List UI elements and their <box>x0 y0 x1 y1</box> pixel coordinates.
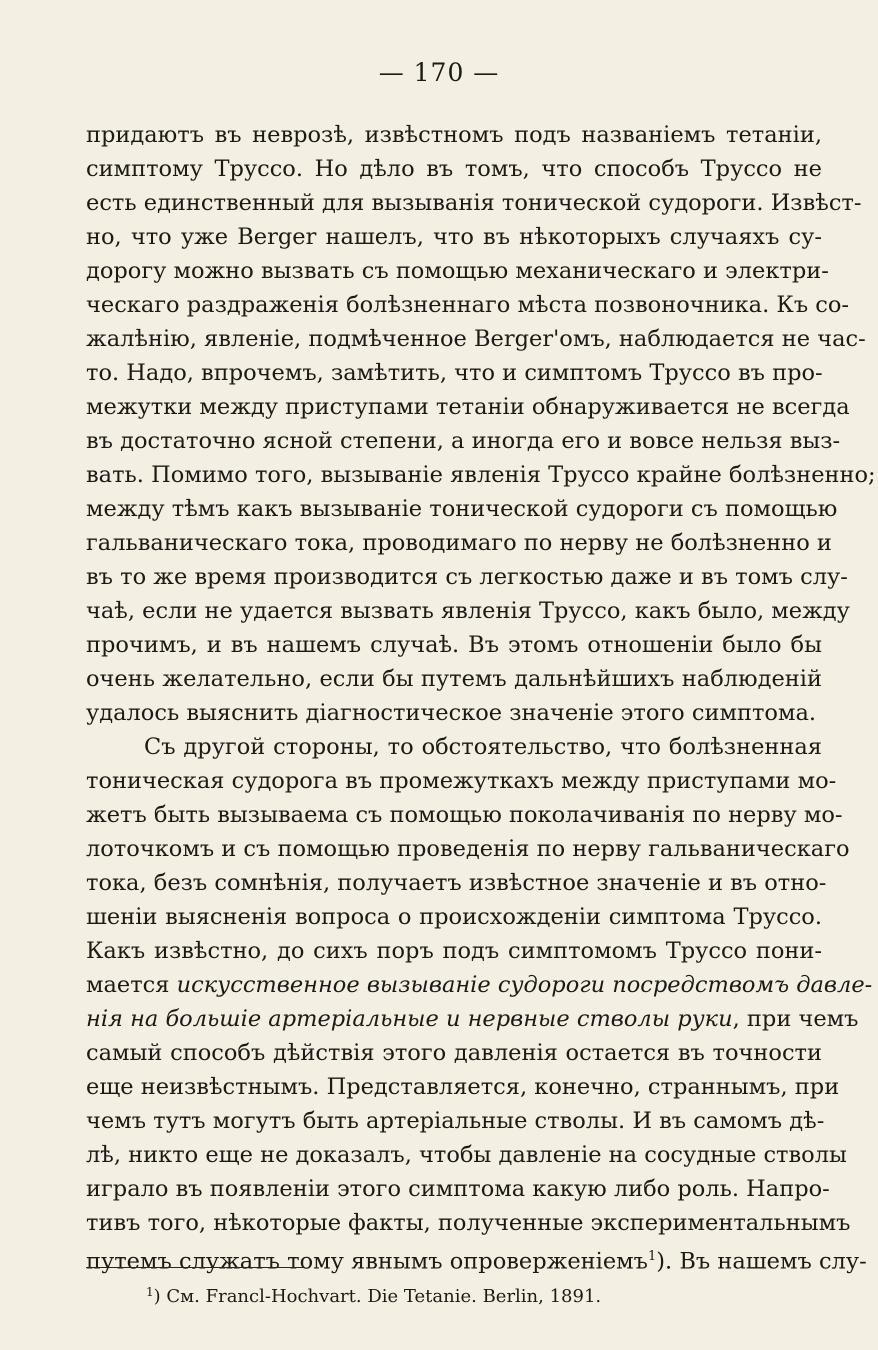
text-line: гальваническаго тока, проводимаго по нерву не болѣзненно и <box>86 530 832 556</box>
text-line: жалѣнію, явленіе, подмѣченное Berger'омъ, наблюдается не час- <box>86 326 866 352</box>
footnote-text: ) См. Francl-Hochvart. Die Tetanie. Berlin, 1891. <box>153 1286 602 1307</box>
text-line: тивъ того, нѣкоторые факты, полученные экспериментальнымъ <box>86 1210 851 1236</box>
text-line <box>86 968 873 1002</box>
text-line: въ то же время производится съ легкостью даже и въ томъ слу- <box>86 564 848 590</box>
text-segment: , при чемъ <box>732 1006 859 1032</box>
italic-text-segment: искусственное вызываніе судороги посредствомъ давле- <box>176 972 873 998</box>
text-line: лѣ, никто еще не доказалъ, чтобы давленіе на сосудные стволы <box>86 1142 847 1168</box>
text-segment: путемъ служатъ тому явнымъ опроверженіемъ <box>86 1248 648 1275</box>
footnote <box>146 1278 601 1311</box>
text-line: дорогу можно вызвать съ помощью механическаго и электри- <box>86 258 829 284</box>
text-line: но, что уже Berger нашелъ, что въ нѣкоторыхъ случаяхъ су- <box>86 224 822 250</box>
text-line: удалось выяснить діагностическое значеніе этого симптома. <box>86 700 817 726</box>
text-line: прочимъ, и въ нашемъ случаѣ. Въ этомъ отношеніи было бы <box>86 632 822 658</box>
page-number: — 170 — <box>378 58 500 87</box>
paragraph-2 <box>86 730 873 1275</box>
text-segment: ). Въ нашемъ слу- <box>656 1248 867 1275</box>
text-line: еще неизвѣстнымъ. Представляется, конечно, страннымъ, при <box>86 1074 840 1100</box>
body-text <box>86 118 876 1275</box>
text-line: есть единственный для вызыванія тонической судороги. Извѣст- <box>86 190 862 216</box>
text-line: жетъ быть вызываема съ помощью поколачиванія по нерву мо- <box>86 802 843 828</box>
text-line: шеніи выясненія вопроса о происхожденіи симптома Труссо. <box>86 904 822 930</box>
text-line: вать. Помимо того, вызываніе явленія Труссо крайне болѣзненно; <box>86 462 876 488</box>
paragraph-1 <box>86 118 876 730</box>
text-line: между тѣмъ какъ вызываніе тонической судороги съ помощью <box>86 496 838 522</box>
italic-text-segment: нія на большіе артеріальные и нервные стволы руки <box>86 1006 733 1032</box>
text-line: чемъ тутъ могутъ быть артеріальные стволы. И въ самомъ дѣ- <box>86 1108 825 1134</box>
text-line: межутки между приступами тетаніи обнаруживается не всегда <box>86 394 850 420</box>
text-line: чаѣ, если не удается вызвать явленія Труссо, какъ было, между <box>86 598 850 624</box>
text-line: въ достаточно ясной степени, а иногда его и вовсе нельзя выз- <box>86 428 841 454</box>
footnote-divider <box>86 1267 304 1268</box>
text-line: Съ другой стороны, то обстоятельство, что болѣзненная <box>144 734 822 760</box>
text-line: ческаго раздраженія болѣзненнаго мѣста позвоночника. Къ со- <box>86 292 850 318</box>
text-line <box>86 1002 859 1036</box>
text-line: лоточкомъ и съ помощью проведенія по нерву гальваническаго <box>86 836 850 862</box>
text-segment: мается <box>86 972 177 998</box>
text-line: тока, безъ сомнѣнія, получаетъ извѣстное значеніе и въ отно- <box>86 870 827 896</box>
text-line: самый способъ дѣйствія этого давленія остается въ точности <box>86 1040 822 1066</box>
footnote-mark: 1 <box>146 1285 154 1299</box>
text-line: Какъ извѣстно, до сихъ поръ подъ симптомомъ Труссо пони- <box>86 938 822 964</box>
text-line: то. Надо, впрочемъ, замѣтить, что и симптомъ Труссо въ про- <box>86 360 823 386</box>
text-line: придаютъ въ неврозѣ, извѣстномъ подъ названіемъ тетаніи, <box>86 122 822 148</box>
text-line: играло въ появленіи этого симптома какую либо роль. Напро- <box>86 1176 830 1202</box>
footnote-reference: 1 <box>647 1249 657 1264</box>
text-line: очень желательно, если бы путемъ дальнѣйшихъ наблюденій <box>86 666 822 692</box>
text-line: тоническая судорога въ промежуткахъ между приступами мо- <box>86 768 837 794</box>
text-line <box>86 1240 867 1275</box>
text-line: симптому Труссо. Но дѣло въ томъ, что способъ Труссо не <box>86 156 822 182</box>
